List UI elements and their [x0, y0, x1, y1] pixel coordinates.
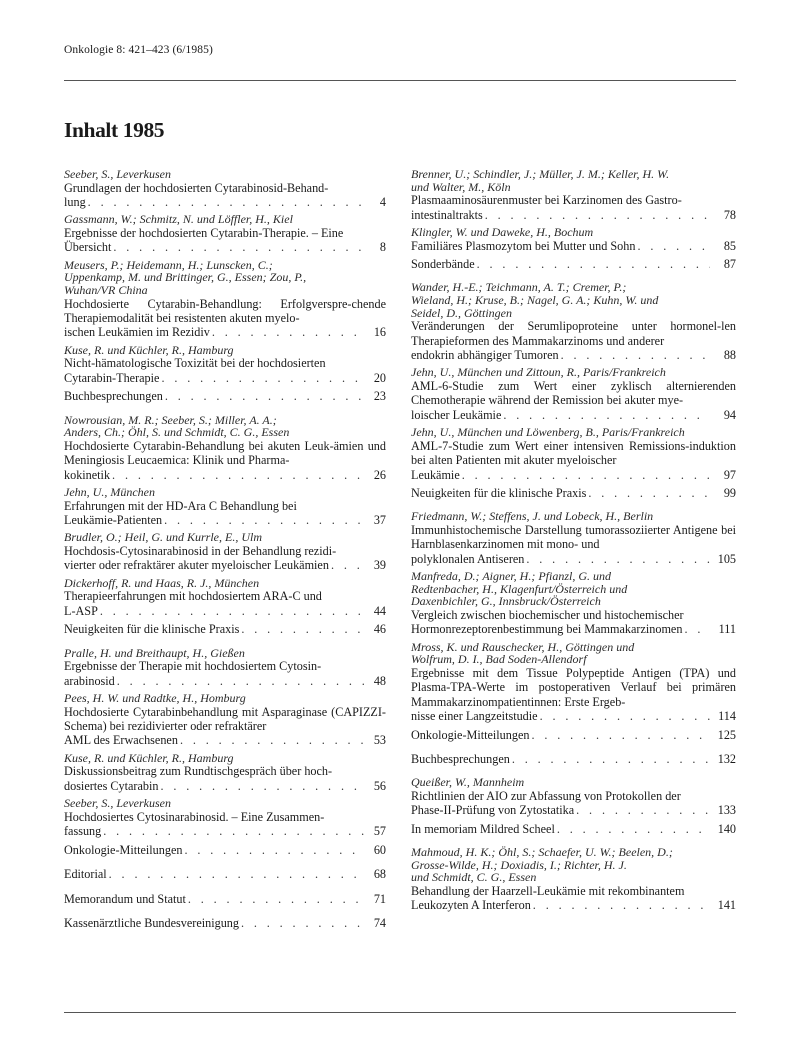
page-number: 68 [373, 867, 386, 882]
entry-authors: Anders, Ch.; Öhl, S. und Schmidt, C. G., Essen [64, 425, 290, 440]
entry-authors: Gassmann, W.; Schmitz, N. und Löffler, H., Kiel [64, 212, 293, 227]
page-number: 37 [373, 513, 386, 528]
entry-title-end: AML des Erwachsenen [64, 733, 178, 748]
entry-title-end: loischer Leukämie [411, 407, 502, 422]
entry-title-end: Neuigkeiten für die klinische Praxis [411, 486, 587, 501]
dot-leader [331, 558, 365, 572]
toc-entry [64, 797, 386, 838]
entry-title-last-line [411, 208, 736, 222]
entry-title: Nicht-hämatologische Toxizität bei der hochdosierten [64, 356, 326, 371]
entry-title: Richtlinien der AIO zur Abfassung von Protokollen der [411, 789, 681, 804]
toc-right-column [411, 168, 736, 917]
entry-title-end: Onkologie-Mitteilungen [64, 842, 183, 857]
page-number: 88 [723, 348, 736, 362]
page-number: 97 [723, 467, 736, 482]
page-number: 125 [717, 727, 736, 742]
entry-title-end: vierter oder refraktärer akuter myeloischer Leukämien [64, 558, 329, 573]
toc-entry [64, 344, 386, 385]
toc-entry [411, 822, 736, 836]
page-number: 57 [373, 824, 386, 839]
entry-title: Plasmaaminosäurenmuster bei Karzinomen des Gastro- [411, 193, 682, 208]
entry-title-last-line [64, 371, 386, 385]
entry-title-last-line [411, 728, 736, 742]
page-number: 48 [373, 673, 386, 688]
dot-leader [184, 843, 365, 857]
entry-title-end: Editorial [64, 867, 107, 882]
toc-entry [64, 843, 386, 857]
toc-entry [411, 846, 736, 913]
entry-title-end: Leukämie-Patienten [64, 513, 163, 528]
toc-entry [411, 486, 736, 500]
dot-leader [100, 604, 365, 618]
entry-title-last-line [64, 843, 386, 857]
entry-authors: Kuse, R. und Küchler, R., Hamburg [64, 342, 234, 357]
dot-leader [88, 195, 365, 209]
entry-authors: Wander, H.-E.; Teichmann, A. T.; Cremer, P.; [411, 280, 627, 295]
page-number: 141 [717, 898, 736, 913]
page-number: 114 [718, 709, 736, 724]
entry-title: Veränderungen der Serumlipoproteine unter hormonel-len Therapieformen des Mammakarzinoms und anderer [411, 319, 736, 348]
toc-entry [64, 752, 386, 793]
dot-leader [540, 709, 710, 723]
entry-title: Erfahrungen mit der HD-Ara C Behandlung bei [64, 498, 297, 513]
entry-title-end: fassung [64, 824, 102, 839]
entry-title: AML-6-Studie zum Wert einer zyklisch alternierenden Chemotherapie während der Remission bei akuter mye- [411, 379, 736, 408]
entry-title-last-line [64, 733, 386, 747]
entry-title: Hochdosierte Cytarabin-Behandlung bei akuten Leuk-ämien und Meningiosis Leucaemica: Klinik und Pharma- [64, 438, 386, 468]
entry-title: Diskussionsbeitrag zum Rundtischgespräch über hoch- [64, 764, 333, 779]
dot-leader [512, 752, 710, 766]
entry-title-last-line [411, 348, 736, 362]
entry-authors: und Schmidt, C. G., Essen [411, 870, 537, 885]
dot-leader [684, 622, 710, 636]
entry-title: Ergebnisse der Therapie mit hochdosiertem Cytosin- [64, 659, 322, 674]
page-number: 46 [373, 622, 386, 637]
entry-authors: Kuse, R. und Küchler, R., Hamburg [64, 750, 234, 765]
entry-title-end: Leukozyten A Interferon [411, 898, 531, 913]
toc-entry [411, 752, 736, 766]
dot-leader [561, 348, 710, 362]
entry-authors: Seeber, S., Leverkusen [64, 796, 171, 811]
entry-title-end: arabinosid [64, 673, 115, 688]
entry-title-last-line [64, 779, 386, 793]
toc-entry [64, 622, 386, 636]
entry-title-end: Hormonrezeptorenbestimmung bei Mammakarzinomen [411, 622, 683, 637]
dot-leader [526, 552, 710, 566]
toc-entry [64, 531, 386, 572]
entry-title-last-line [64, 468, 386, 482]
page-number: 56 [373, 778, 386, 793]
page-number: 8 [379, 240, 386, 255]
entry-authors: Daxenbichler, G., Innsbruck/Österreich [411, 594, 601, 609]
dot-leader [503, 408, 710, 422]
page-title: Inhalt 1985 [64, 118, 165, 142]
toc-entry [64, 414, 386, 482]
entry-authors: Mahmoud, H. K.; Öhl, S.; Schaefer, U. W.; Beelen, D.; [411, 845, 673, 860]
entry-authors: Dickerhoff, R. und Haas, R. J., München [64, 575, 260, 590]
entry-title-last-line [64, 622, 386, 636]
entry-authors: Meusers, P.; Heidemann, H.; Lunscken, C.; [64, 257, 273, 272]
toc-entry [64, 892, 386, 906]
toc-entry [64, 692, 386, 748]
dot-leader [113, 240, 365, 254]
toc-entry [411, 641, 736, 724]
dot-leader [485, 208, 710, 222]
entry-title-last-line [411, 822, 736, 836]
entry-title: Hochdosierte Cytarabin-Behandlung: Erfolgverspre-chende Therapiemodalität bei resistenten akuten myelo- [64, 296, 386, 325]
page-number: 16 [373, 325, 386, 340]
entry-authors: Manfreda, D.; Aigner, H.; Pfianzl, G. und [411, 569, 611, 584]
entry-authors: Seeber, S., Leverkusen [64, 167, 171, 181]
dot-leader [103, 824, 365, 838]
page-number: 133 [717, 803, 736, 818]
entry-title-last-line [64, 867, 386, 881]
entry-title-end: L-ASP [64, 603, 98, 618]
entry-title-end: Memorandum und Statut [64, 891, 186, 906]
dot-leader [576, 803, 710, 817]
page-number: 53 [373, 733, 386, 748]
dot-leader [637, 239, 710, 253]
entry-title-end: Buchbesprechungen [64, 389, 163, 404]
toc-entry [411, 728, 736, 742]
entry-title-end: Übersicht [64, 240, 112, 255]
entry-authors: Uppenkamp, M. und Brittinger, G., Essen; Zou, P., [64, 270, 307, 285]
toc-entry [64, 486, 386, 527]
entry-title-last-line [411, 752, 736, 766]
entry-title-last-line [411, 257, 736, 271]
page-number: 74 [373, 915, 386, 930]
entry-authors: Wolfrum, D. I., Bad Soden-Allendorf [411, 652, 587, 667]
toc-entry [64, 213, 386, 254]
entry-title-end: Onkologie-Mitteilungen [411, 727, 530, 742]
entry-title-end: endokrin abhängiger Tumoren [411, 348, 559, 362]
page-number: 140 [717, 821, 736, 836]
page-number: 85 [723, 238, 736, 253]
entry-authors: Wuhan/VR China [64, 283, 148, 297]
dot-leader [241, 622, 365, 636]
entry-title-end: Cytarabin-Therapie [64, 370, 160, 385]
entry-title-last-line [64, 824, 386, 838]
dot-leader [533, 898, 710, 912]
entry-title-last-line [64, 240, 386, 254]
entry-title-last-line [64, 195, 386, 209]
entry-authors: Brudler, O.; Heil, G. und Kurrle, E., Ulm [64, 530, 262, 545]
page-number: 23 [373, 389, 386, 404]
dot-leader [241, 916, 365, 930]
page-number: 94 [723, 407, 736, 422]
journal-citation: Onkologie 8: 421–423 (6/1985) [64, 44, 213, 56]
entry-authors: Jehn, U., München und Löwenberg, B., Paris/Frankreich [411, 425, 685, 440]
entry-title-end: nisse einer Langzeitstudie [411, 709, 538, 724]
entry-title: Hochdosiertes Cytosinarabinosid. – Eine Zusammen- [64, 809, 325, 824]
toc-entry [64, 916, 386, 930]
toc-entry [64, 647, 386, 688]
dot-leader [164, 513, 365, 527]
page-number: 87 [723, 257, 736, 271]
page-number: 26 [373, 467, 386, 482]
entry-authors: Redtenbacher, H., Klagenfurt/Österreich und [411, 581, 628, 596]
entry-title: Hochdosis-Cytosinarabinosid in der Behandlung rezidi- [64, 544, 337, 559]
page-number: 60 [373, 842, 386, 857]
toc-entry [64, 867, 386, 881]
dot-leader [462, 468, 710, 482]
top-rule [64, 80, 736, 81]
toc-entry [411, 168, 736, 222]
page-number: 99 [723, 486, 736, 501]
entry-authors: Brenner, U.; Schindler, J.; Müller, J. M.; Keller, H. W. [411, 167, 670, 181]
entry-title: AML-7-Studie zum Wert einer intensiven Remissions-induktion bei alten Patienten mit akuter myeloischer [411, 438, 736, 468]
entry-title: Ergebnisse der hochdosierten Cytarabin-Therapie. – Eine [64, 226, 344, 240]
entry-title-end: lung [64, 195, 86, 209]
entry-authors: Pees, H. W. und Radtke, H., Homburg [64, 691, 246, 706]
entry-title-end: Leukämie [411, 467, 460, 482]
toc-entry [64, 389, 386, 403]
entry-authors: Pralle, H. und Breithaupt, H., Gießen [64, 645, 245, 660]
entry-title-last-line [64, 892, 386, 906]
page-number: 105 [717, 551, 736, 566]
dot-leader [477, 257, 710, 271]
toc-entry [411, 510, 736, 566]
entry-title-last-line [64, 674, 386, 688]
entry-title-last-line [411, 898, 736, 912]
entry-title-end: Neuigkeiten für die klinische Praxis [64, 622, 240, 637]
entry-authors: Jehn, U., München [64, 485, 155, 500]
entry-title-last-line [411, 552, 736, 566]
entry-authors: Klingler, W. und Daweke, H., Bochum [411, 225, 594, 239]
entry-title-last-line [64, 325, 386, 339]
entry-title-last-line [411, 239, 736, 253]
toc-entry [411, 257, 736, 271]
dot-leader [180, 733, 365, 747]
toc-entry [411, 776, 736, 817]
entry-title-end: ischen Leukämien im Rezidiv [64, 325, 210, 340]
entry-title-last-line [64, 389, 386, 403]
toc-entry [411, 570, 736, 637]
entry-title-last-line [411, 709, 736, 723]
toc-entry [64, 577, 386, 618]
entry-title-end: intestinaltrakts [411, 207, 483, 222]
page-number: 132 [717, 752, 736, 767]
entry-title-last-line [411, 803, 736, 817]
entry-authors: und Walter, M., Köln [411, 179, 511, 194]
toc-entry [411, 426, 736, 482]
entry-title-last-line [411, 408, 736, 422]
page-number: 111 [718, 622, 736, 637]
entry-title-last-line [411, 622, 736, 636]
dot-leader [161, 371, 365, 385]
entry-title-end: Phase-II-Prüfung von Zytostatika [411, 803, 575, 818]
entry-authors: Wieland, H.; Kruse, B.; Nagel, G. A.; Kuhn, W. und [411, 293, 659, 307]
entry-authors: Jehn, U., München und Zittoun, R., Paris/Frankreich [411, 365, 666, 380]
dot-leader [531, 728, 710, 742]
dot-leader [557, 822, 710, 836]
entry-title-last-line [411, 486, 736, 500]
toc-entry [64, 259, 386, 340]
entry-title-last-line [64, 513, 386, 527]
dot-leader [165, 389, 365, 403]
page-number: 78 [723, 207, 736, 222]
entry-title: Ergebnisse mit dem Tissue Polypeptide Antigen (TPA) und Plasma-TPA-Werte im postoperativen Verlauf bei primären Mammakarzinompatientinnen: Erste Ergeb- [411, 666, 736, 709]
entry-title-end: dosiertes Cytarabin [64, 778, 159, 793]
entry-title-last-line [411, 468, 736, 482]
dot-leader [588, 486, 710, 500]
entry-title: Immunhistochemische Darstellung tumorassoziierter Antigene bei Harnblasenkarzinomen mit mono- und [411, 523, 736, 552]
entry-title-last-line [64, 558, 386, 572]
entry-title: Therapieerfahrungen mit hochdosiertem ARA-C und [64, 589, 322, 604]
entry-title-end: Familiäres Plasmozytom bei Mutter und Sohn [411, 238, 636, 253]
page-number: 20 [373, 370, 386, 385]
toc-entry [411, 226, 736, 253]
entry-title: Behandlung der Haarzell-Leukämie mit rekombinantem [411, 884, 685, 899]
entry-authors: Queißer, W., Mannheim [411, 775, 525, 790]
entry-authors: Grosse-Wilde, H.; Doxiadis, I.; Richter, H. J. [411, 857, 627, 872]
entry-title-last-line [64, 916, 386, 930]
entry-title-end: Buchbesprechungen [411, 752, 510, 767]
toc-left-column [64, 168, 386, 940]
dot-leader [112, 468, 365, 482]
entry-title-end: Kassenärztliche Bundesvereinigung [64, 915, 239, 930]
entry-authors: Mross, K. und Rauschecker, H., Göttingen und [411, 639, 635, 654]
toc-entry [411, 281, 736, 362]
entry-title-end: In memoriam Mildred Scheel [411, 821, 555, 836]
dot-leader [212, 325, 365, 339]
entry-title: Hochdosierte Cytarabinbehandlung mit Asparaginase (CAPIZZI-Schema) bei rezidivierter oder refraktärer [64, 704, 386, 734]
entry-title: Grundlagen der hochdosierten Cytarabinosid-Behand- [64, 180, 329, 195]
dot-leader [117, 674, 365, 688]
bottom-rule [64, 1012, 736, 1013]
toc-entry [411, 366, 736, 422]
entry-title-end: polyklonalen Antiseren [411, 551, 525, 566]
page-number: 71 [373, 891, 386, 906]
entry-authors: Friedmann, W.; Steffens, J. und Lobeck, H., Berlin [411, 509, 654, 524]
entry-authors: Nowrousian, M. R.; Seeber, S.; Miller, A. A.; [64, 412, 277, 427]
page-number: 44 [373, 603, 386, 618]
toc-entry [64, 168, 386, 209]
entry-title: Vergleich zwischen biochemischer und histochemischer [411, 608, 684, 623]
dot-leader [109, 867, 365, 881]
entry-title-last-line [64, 604, 386, 618]
entry-authors: Seidel, D., Göttingen [411, 305, 512, 320]
entry-title-end: kokinetik [64, 467, 111, 482]
dot-leader [188, 892, 365, 906]
page-number: 4 [379, 195, 386, 209]
page-number: 39 [373, 558, 386, 573]
entry-title-end: Sonderbände [411, 257, 475, 271]
dot-leader [160, 779, 365, 793]
